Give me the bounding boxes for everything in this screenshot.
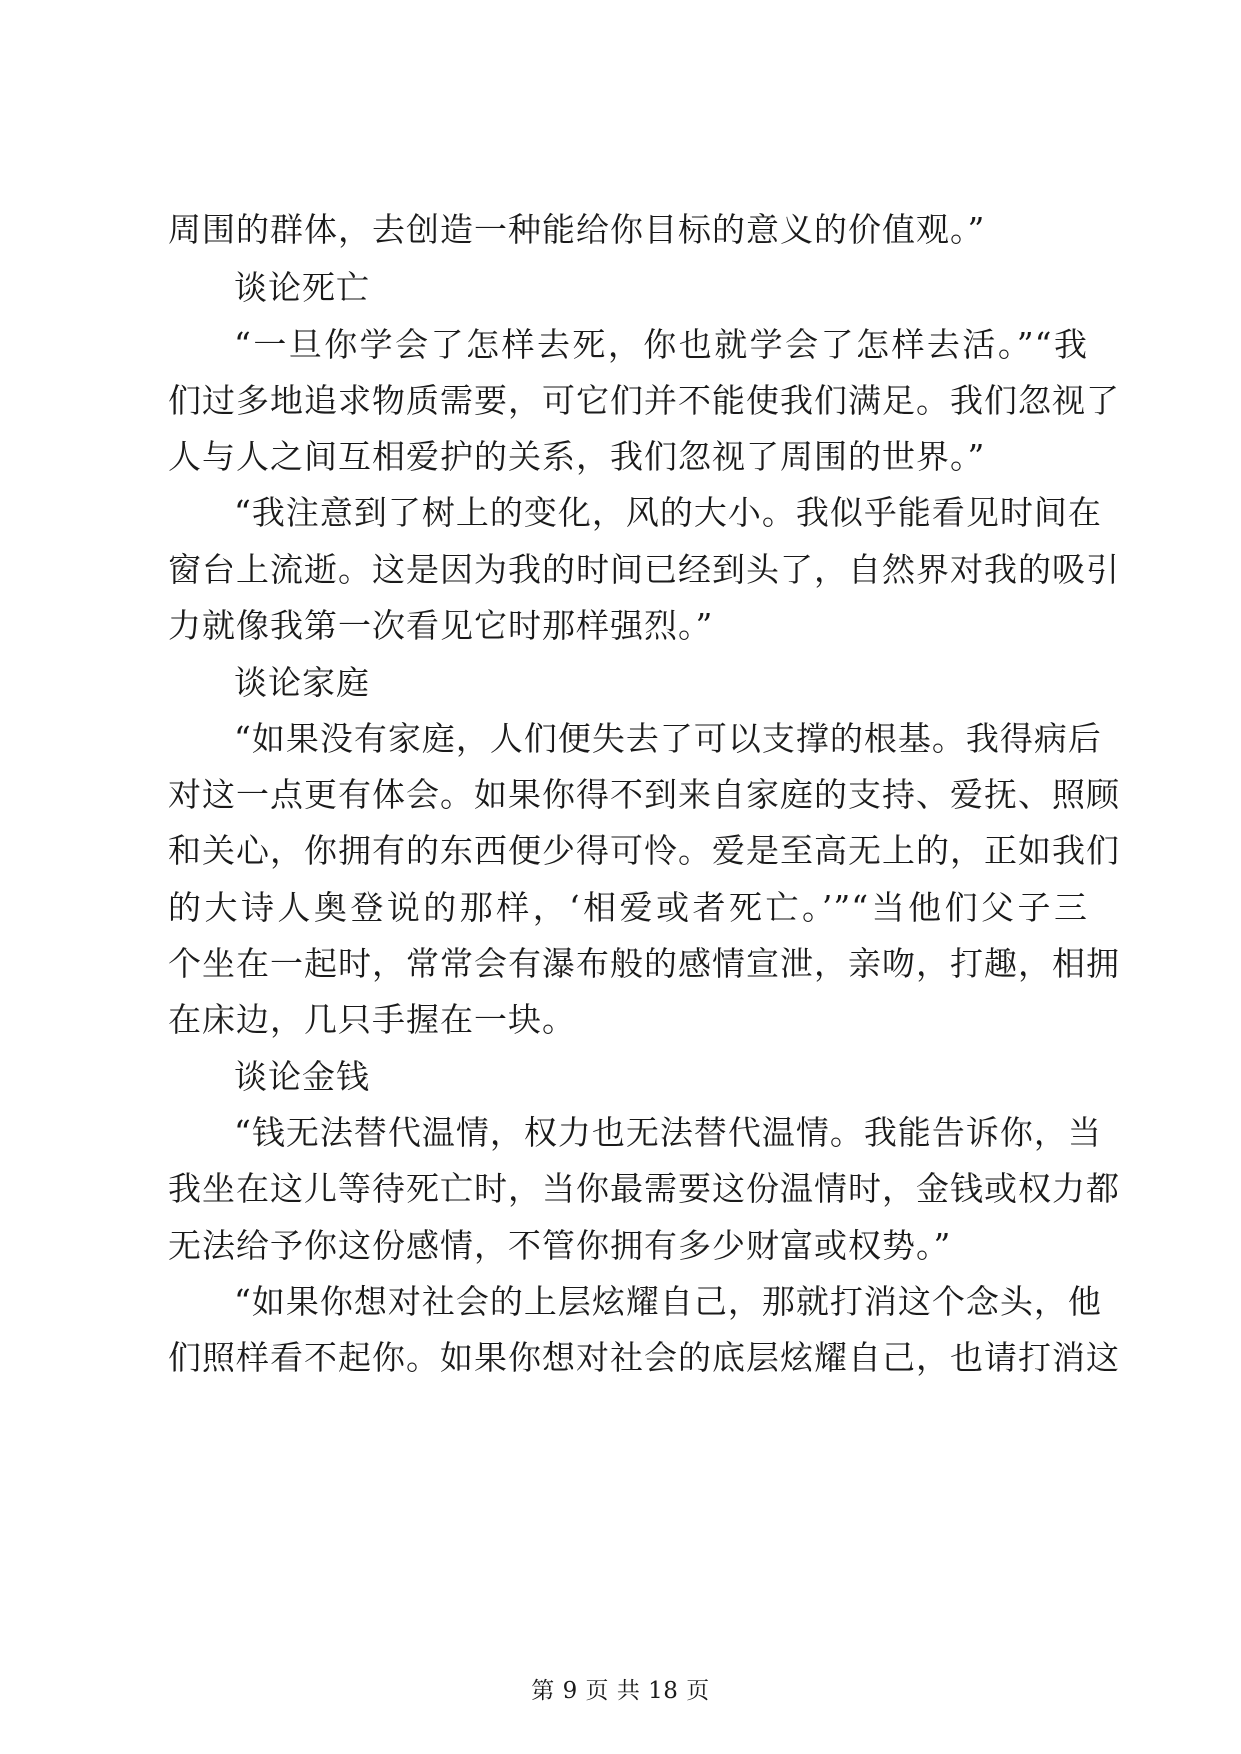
body-line: 对这一点更有体会。如果你得不到来自家庭的支持、爱抚、照顾 (168, 775, 1120, 814)
body-line: 我坐在这儿等待死亡时，当你最需要这份温情时，金钱或权力都 (168, 1169, 1120, 1208)
body-line: 的大诗人奥登说的那样，‘相爱或者死亡。’”“当他们父子三 (168, 888, 1088, 927)
page-number-footer: 第 9 页 共 18 页 (531, 1678, 710, 1704)
body-line: 人与人之间互相爱护的关系，我们忽视了周围的世界。” (168, 437, 986, 476)
body-line: “我注意到了树上的变化，风的大小。我似乎能看见时间在 (234, 493, 1102, 532)
section-heading: 谈论金钱 (234, 1057, 370, 1096)
body-line: 周围的群体，去创造一种能给你目标的意义的价值观。” (168, 210, 986, 249)
body-line: “如果没有家庭，人们便失去了可以支撑的根基。我得病后 (234, 719, 1102, 758)
body-line: 们照样看不起你。如果你想对社会的底层炫耀自己，也请打消这 (168, 1338, 1120, 1377)
section-heading: 谈论家庭 (234, 663, 370, 702)
body-line: 个坐在一起时，常常会有瀑布般的感情宣泄，亲吻，打趣，相拥 (168, 944, 1120, 983)
body-line: 无法给予你这份感情，不管你拥有多少财富或权势。” (168, 1226, 952, 1265)
body-line: 力就像我第一次看见它时那样强烈。” (168, 606, 714, 645)
body-line: “钱无法替代温情，权力也无法替代温情。我能告诉你，当 (234, 1113, 1102, 1152)
body-line: 窗台上流逝。这是因为我的时间已经到头了，自然界对我的吸引 (168, 550, 1120, 589)
section-heading: 谈论死亡 (234, 268, 370, 307)
body-line: 们过多地追求物质需要，可它们并不能使我们满足。我们忽视了 (168, 381, 1120, 420)
body-line: 在床边，几只手握在一块。 (168, 1000, 576, 1039)
body-line: 和关心，你拥有的东西便少得可怜。爱是至高无上的，正如我们 (168, 831, 1120, 870)
body-line: “如果你想对社会的上层炫耀自己，那就打消这个念头，他 (234, 1282, 1102, 1321)
body-line: “一旦你学会了怎样去死，你也就学会了怎样去活。”“我 (234, 325, 1088, 364)
